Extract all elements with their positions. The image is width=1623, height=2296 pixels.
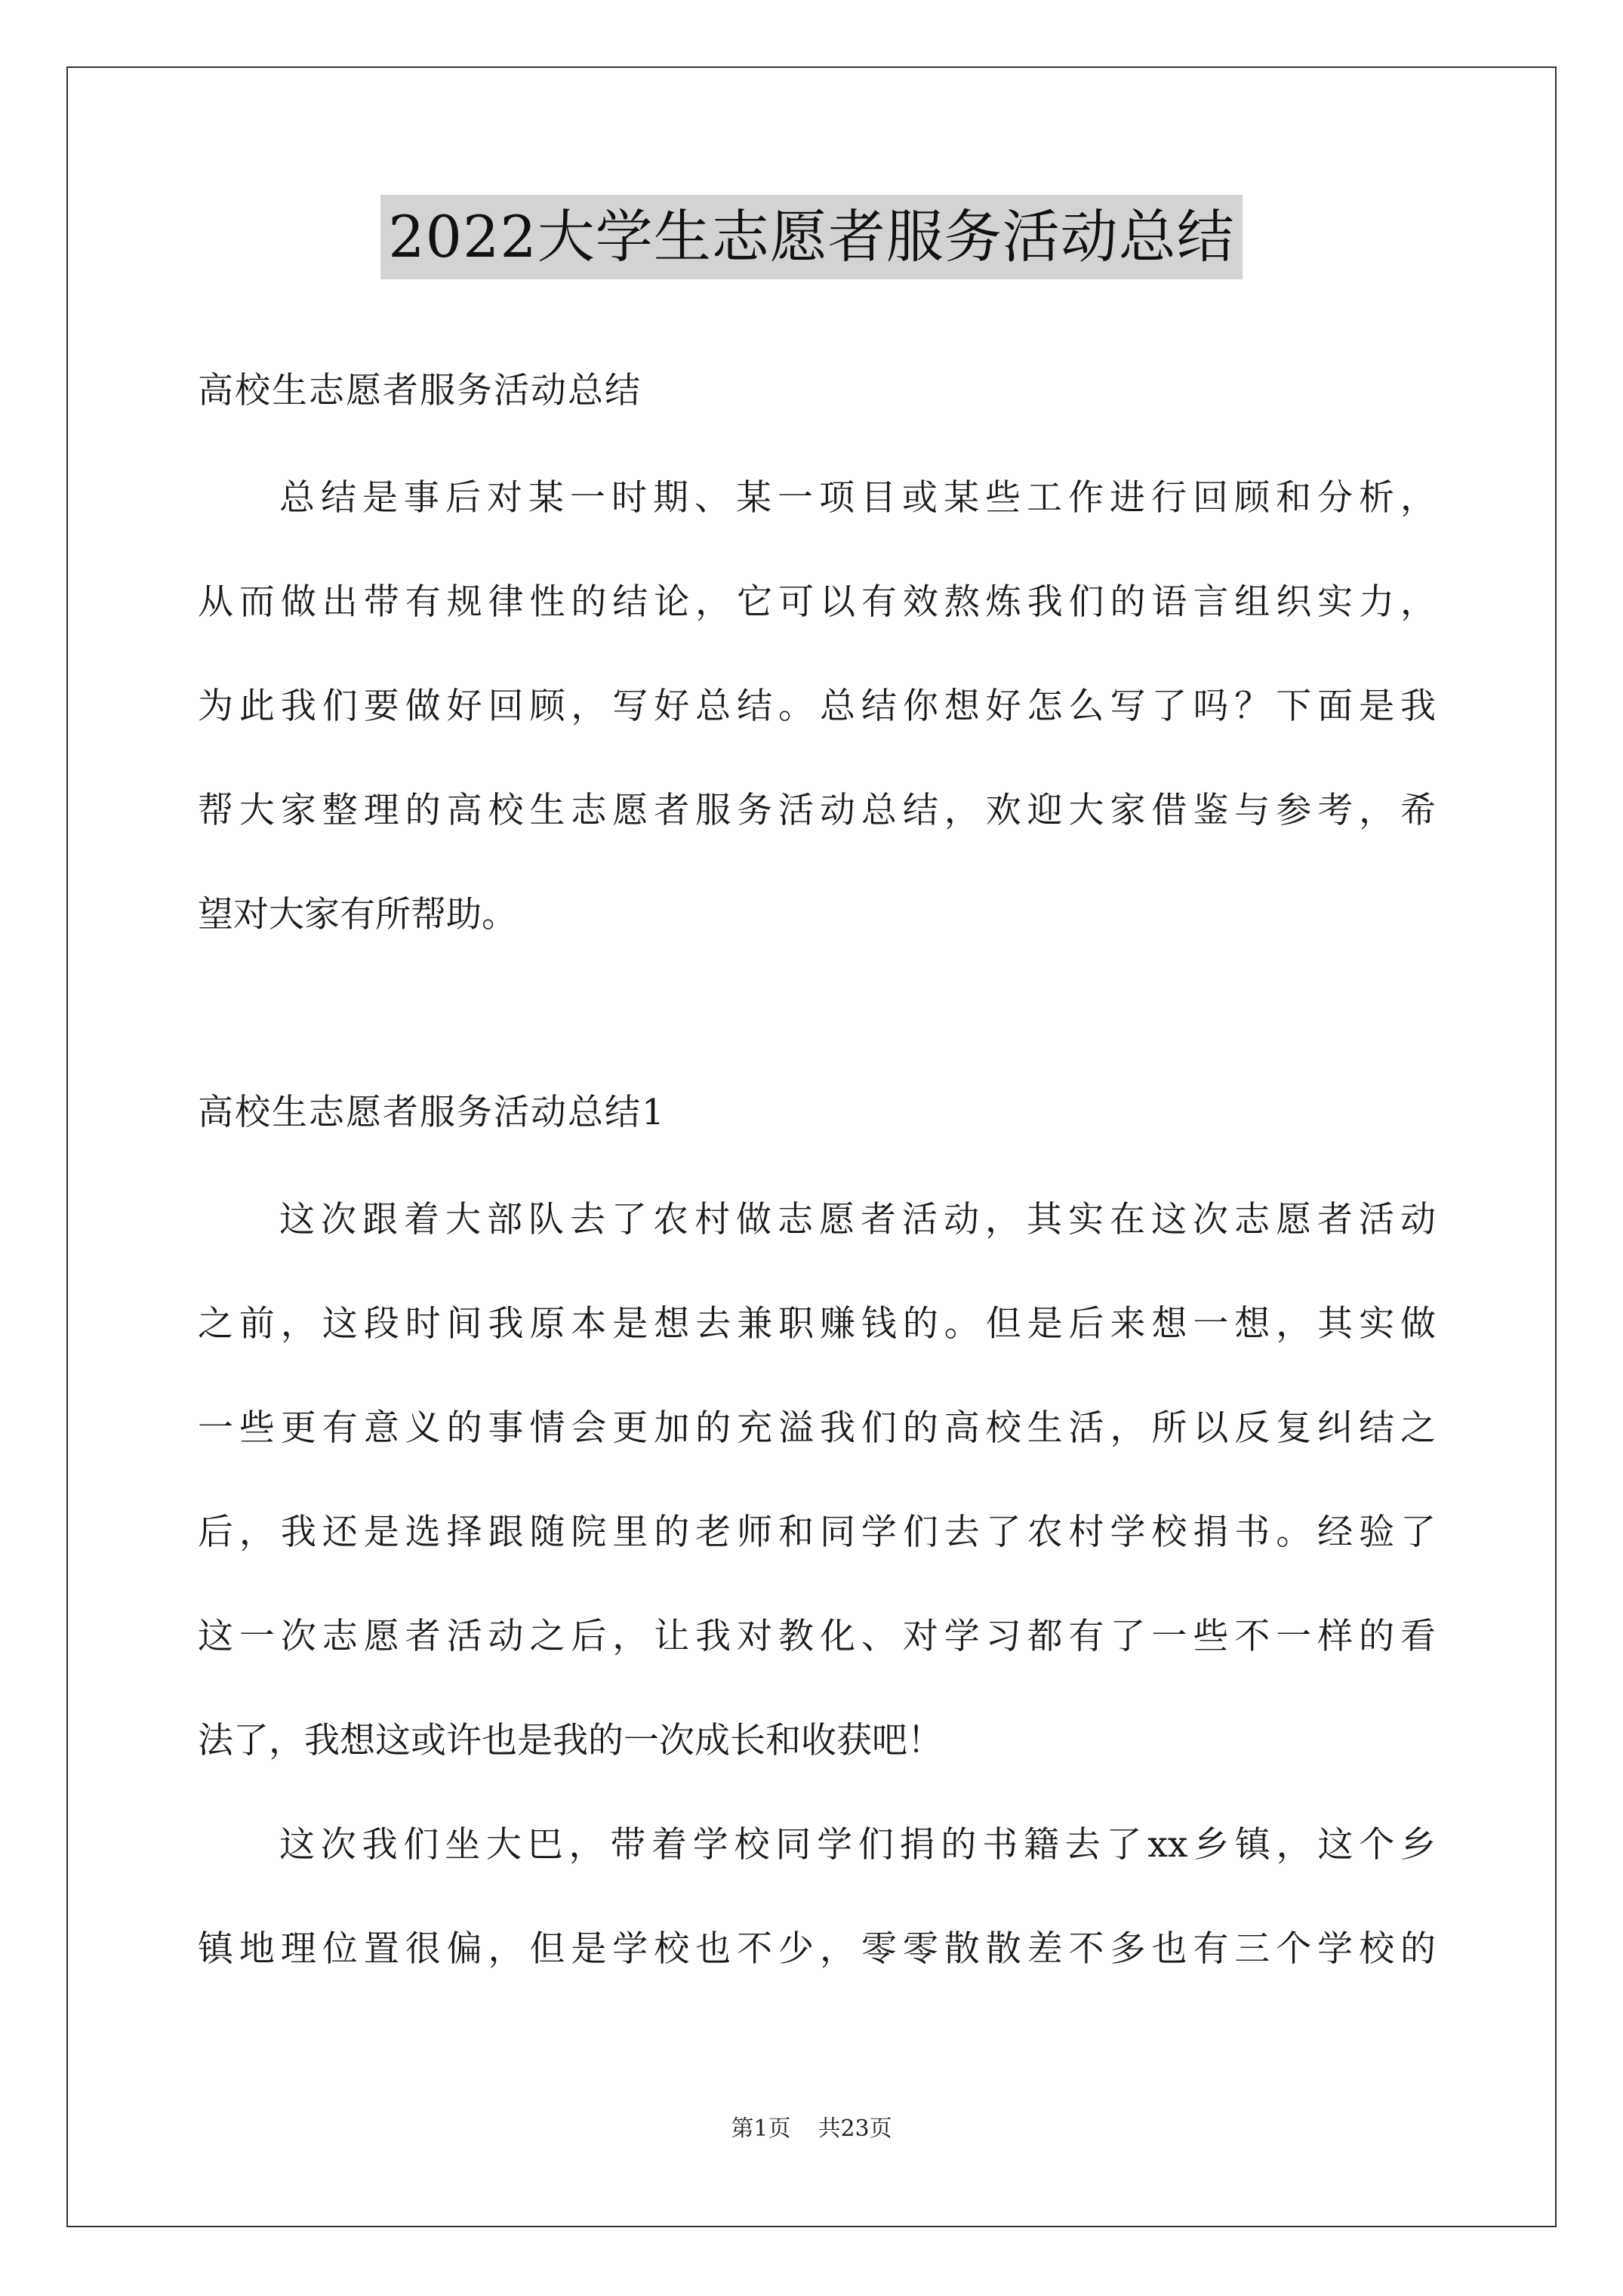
page-total: 共23页 [818, 2116, 892, 2142]
paragraph-line: 镇地理位置很偏，但是学校也不少，零零散散差不多也有三个学校的 [198, 1928, 1436, 1970]
paragraph-line: 后，我还是选择跟随院里的老师和同学们去了农村学校捐书。经验了 [198, 1512, 1436, 1553]
paragraph-line: 为此我们要做好回顾，写好总结。总结你想好怎么写了吗？下面是我 [198, 686, 1436, 727]
paragraph-line: 之前，这段时间我原本是想去兼职赚钱的。但是后来想一想，其实做 [198, 1303, 1436, 1345]
paragraph-line: 帮大家整理的高校生志愿者服务活动总结，欢迎大家借鉴与参考，希 [198, 790, 1436, 831]
paragraph-line: 望对大家有所帮助。 [198, 894, 517, 935]
paragraph-line: 法了，我想这或许也是我的一次成长和收获吧！ [198, 1720, 943, 1761]
title-wrap [0, 195, 1623, 279]
page-number: 第1页 [731, 2116, 791, 2142]
intro-heading: 高校生志愿者服务活动总结 [198, 370, 642, 411]
paragraph-line: 这次我们坐大巴，带着学校同学们捐的书籍去了xx乡镇，这个乡 [279, 1824, 1436, 1866]
paragraph-line: 这次跟着大部队去了农村做志愿者活动，其实在这次志愿者活动 [279, 1199, 1436, 1240]
paragraph-line: 一些更有意义的事情会更加的充溢我们的高校生活，所以反复纠结之 [198, 1407, 1436, 1449]
document-title: 2022大学生志愿者服务活动总结 [380, 195, 1242, 279]
page-footer [0, 2114, 1623, 2144]
section1-heading: 高校生志愿者服务活动总结1 [198, 1092, 666, 1133]
paragraph-line: 从而做出带有规律性的结论，它可以有效熬炼我们的语言组织实力， [198, 581, 1436, 623]
paragraph-line: 这一次志愿者活动之后，让我对教化、对学习都有了一些不一样的看 [198, 1616, 1436, 1657]
paragraph-line: 总结是事后对某一时期、某一项目或某些工作进行回顾和分析， [279, 477, 1436, 519]
